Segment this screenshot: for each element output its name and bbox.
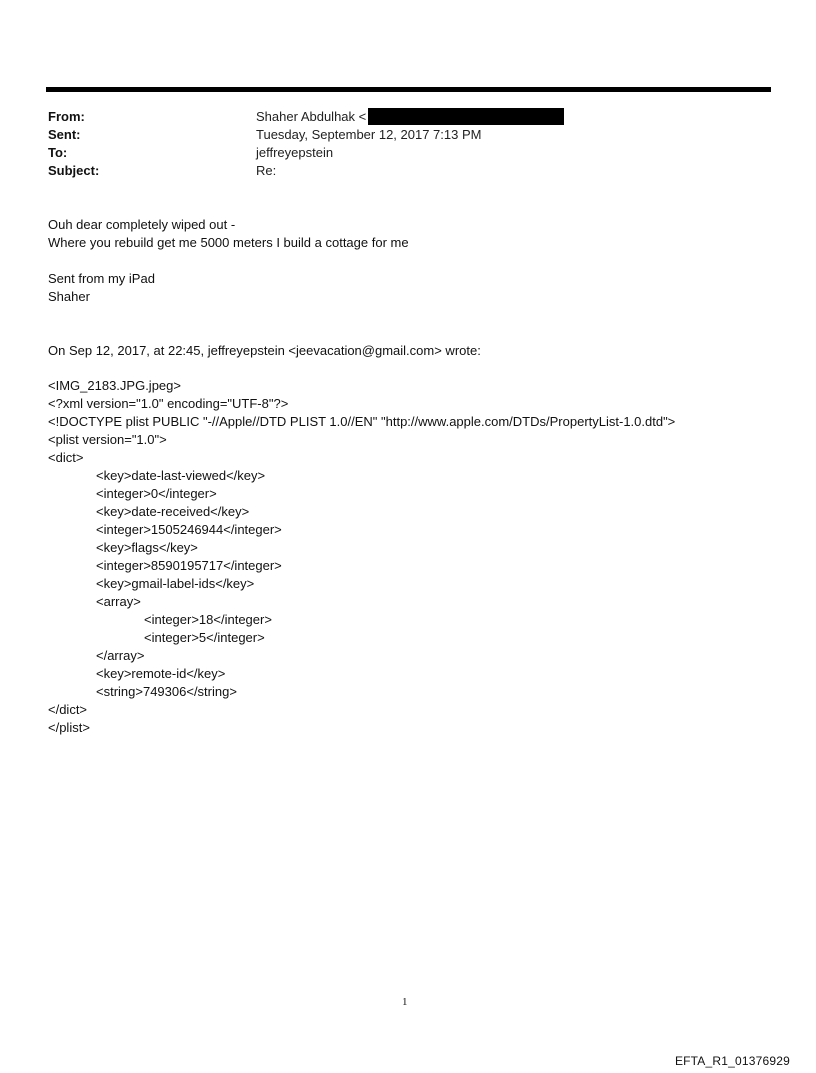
body-line: Ouh dear completely wiped out - — [48, 217, 236, 232]
plist-line: <key>date-last-viewed</key> — [96, 468, 266, 483]
plist-line: </plist> — [48, 720, 90, 735]
signature-line: Shaher — [48, 289, 90, 304]
plist-line: <integer>5</integer> — [144, 630, 265, 645]
header-divider — [46, 87, 771, 92]
subject-row — [48, 162, 564, 180]
plist-line: <dict> — [48, 450, 84, 465]
plist-line: <?xml version="1.0" encoding="UTF-8"?> — [48, 396, 289, 411]
plist-line: <integer>0</integer> — [96, 486, 217, 501]
subject-label: Subject: — [48, 163, 100, 178]
plist-line: <key>gmail-label-ids</key> — [96, 576, 255, 591]
quote-intro — [48, 342, 481, 360]
plist-line: <array> — [96, 594, 141, 609]
quote-intro-line: On Sep 12, 2017, at 22:45, jeffreyepstein <jeevacation@gmail.com> wrote: — [48, 343, 481, 358]
page-number: 1 — [402, 996, 408, 1008]
to-label: To: — [48, 145, 68, 160]
message-body — [48, 216, 409, 252]
email-header — [48, 108, 564, 180]
document-id: EFTA_R1_01376929 — [674, 1054, 790, 1068]
plist-line: <key>date-received</key> — [96, 504, 250, 519]
from-row — [48, 108, 564, 126]
plist-line: </array> — [96, 648, 145, 663]
plist-line: <string>749306</string> — [96, 684, 237, 699]
plist-block — [48, 377, 675, 737]
from-value — [256, 108, 564, 126]
plist-line: <integer>1505246944</integer> — [96, 522, 282, 537]
sent-label: Sent: — [48, 127, 81, 142]
plist-line: </dict> — [48, 702, 88, 717]
to-value: jeffreyepstein — [256, 145, 334, 160]
sent-value: Tuesday, September 12, 2017 7:13 PM — [256, 127, 482, 142]
plist-line: <integer>18</integer> — [144, 612, 272, 627]
plist-line: <plist version="1.0"> — [48, 432, 167, 447]
to-row — [48, 144, 564, 162]
sent-row — [48, 126, 564, 144]
signature — [48, 270, 155, 306]
from-name: Shaher Abdulhak < — [256, 109, 367, 124]
plist-line: <key>flags</key> — [96, 540, 198, 555]
plist-line: <IMG_2183.JPG.jpeg> — [48, 378, 181, 393]
plist-line: <integer>8590195717</integer> — [96, 558, 282, 573]
plist-line: <key>remote-id</key> — [96, 666, 226, 681]
signature-line: Sent from my iPad — [48, 271, 155, 286]
from-label: From: — [48, 109, 85, 124]
subject-value: Re: — [256, 163, 277, 178]
plist-line: <!DOCTYPE plist PUBLIC "-//Apple//DTD PLIST 1.0//EN" "http://www.apple.com/DTDs/PropertyList-1.0.dtd"> — [48, 414, 676, 429]
body-line: Where you rebuild get me 5000 meters I build a cottage for me — [48, 235, 409, 250]
redaction-box — [368, 108, 564, 125]
